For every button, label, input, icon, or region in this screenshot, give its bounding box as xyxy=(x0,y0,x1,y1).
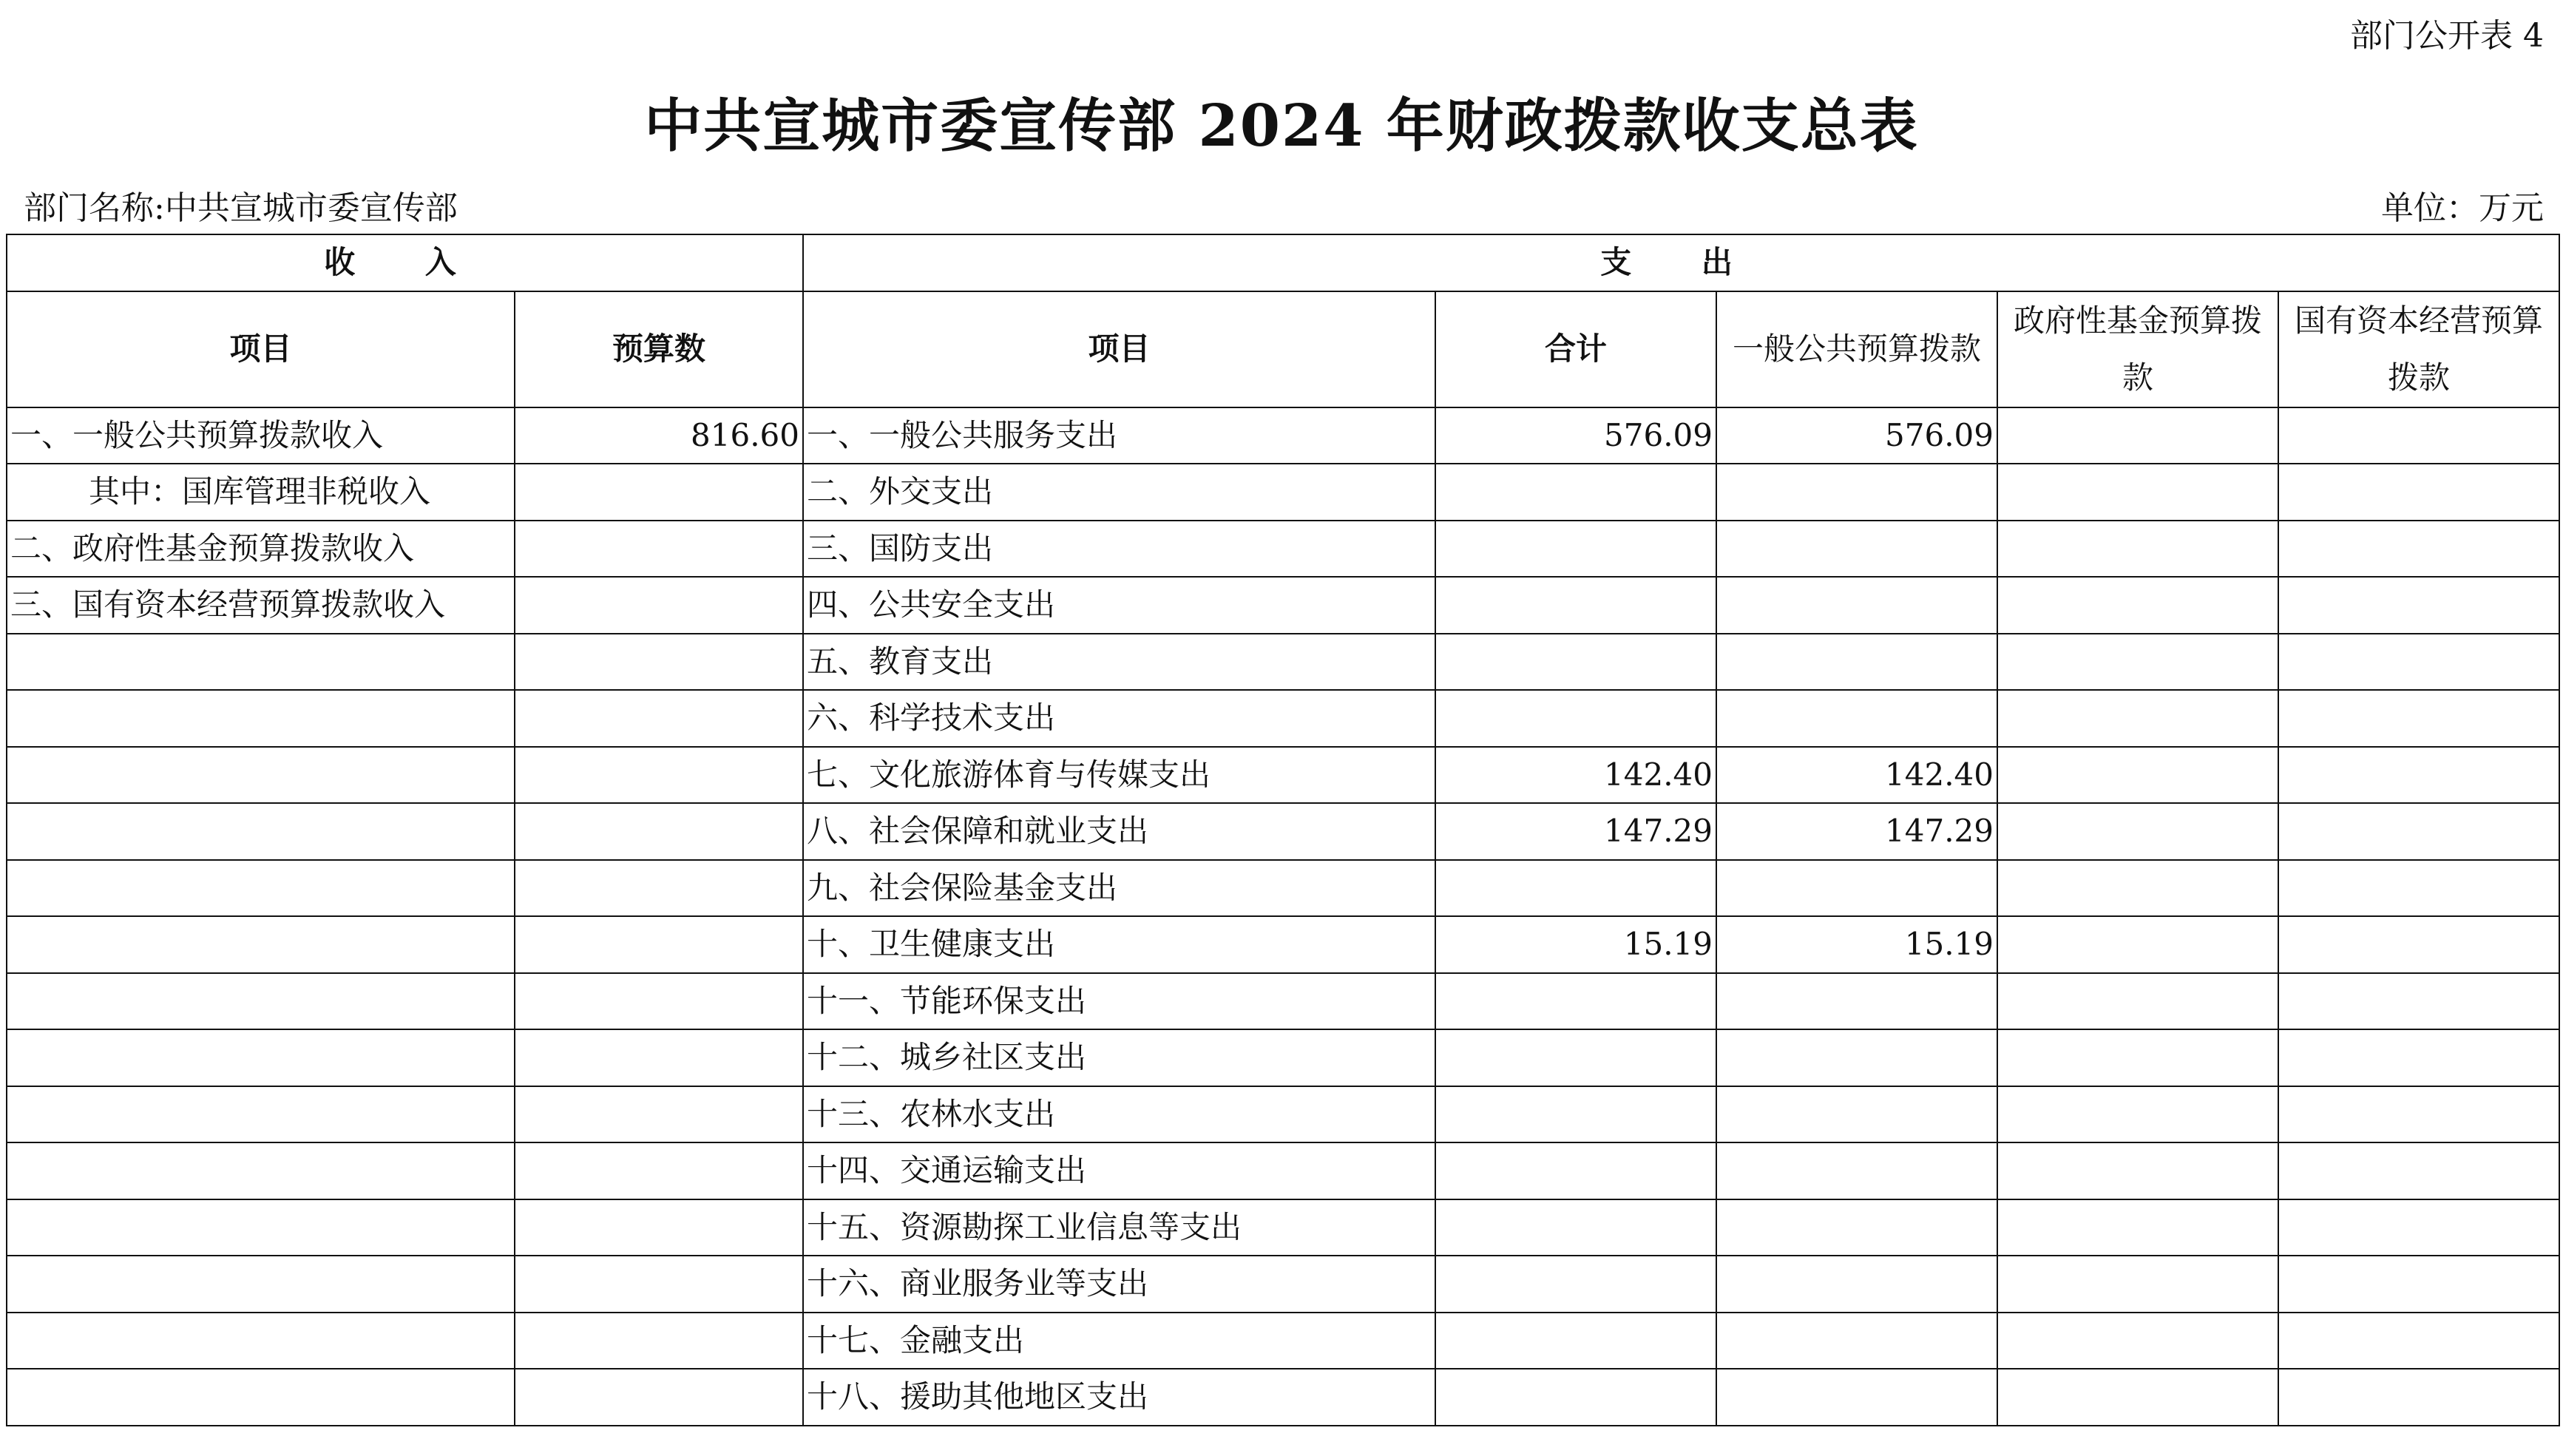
income-item-cell: 其中：国库管理非税收入 xyxy=(7,464,515,521)
gov-fund-cell xyxy=(1997,521,2278,578)
total-cell xyxy=(1435,690,1716,747)
income-item-cell xyxy=(7,1369,515,1426)
income-item-cell xyxy=(7,860,515,917)
form-number: 部门公开表 4 xyxy=(2350,17,2544,55)
income-budget-cell xyxy=(515,747,803,804)
expense-item-cell: 二、外交支出 xyxy=(803,464,1435,521)
table-row xyxy=(7,1086,2559,1143)
income-budget-cell: 816.60 xyxy=(515,407,803,464)
gov-fund-cell xyxy=(1997,464,2278,521)
col-general-budget: 一般公共预算拨款 xyxy=(1716,291,1997,407)
gov-fund-cell xyxy=(1997,577,2278,634)
expense-item-cell: 六、科学技术支出 xyxy=(803,690,1435,747)
income-item-cell xyxy=(7,1199,515,1256)
table-row xyxy=(7,803,2559,860)
general-budget-cell: 576.09 xyxy=(1716,407,1997,464)
total-cell xyxy=(1435,577,1716,634)
state-capital-cell xyxy=(2278,407,2559,464)
general-budget-cell xyxy=(1716,577,1997,634)
income-item-cell xyxy=(7,1029,515,1086)
income-budget-cell xyxy=(515,1029,803,1086)
total-cell xyxy=(1435,521,1716,578)
income-item-cell xyxy=(7,1086,515,1143)
expense-item-cell: 七、文化旅游体育与传媒支出 xyxy=(803,747,1435,804)
total-cell: 142.40 xyxy=(1435,747,1716,804)
gov-fund-cell xyxy=(1997,407,2278,464)
table-row xyxy=(7,464,2559,521)
budget-table xyxy=(6,234,2560,1426)
general-budget-cell xyxy=(1716,690,1997,747)
general-budget-cell xyxy=(1716,521,1997,578)
table-row xyxy=(7,1313,2559,1369)
income-item-cell xyxy=(7,973,515,1030)
table-row xyxy=(7,1142,2559,1199)
general-budget-cell xyxy=(1716,860,1997,917)
expense-item-cell: 十三、农林水支出 xyxy=(803,1086,1435,1143)
expense-item-cell: 十六、商业服务业等支出 xyxy=(803,1256,1435,1313)
gov-fund-cell xyxy=(1997,973,2278,1030)
expense-item-cell: 五、教育支出 xyxy=(803,634,1435,691)
total-cell xyxy=(1435,464,1716,521)
income-budget-cell xyxy=(515,690,803,747)
state-capital-cell xyxy=(2278,577,2559,634)
expense-item-cell: 十二、城乡社区支出 xyxy=(803,1029,1435,1086)
state-capital-cell xyxy=(2278,747,2559,804)
state-capital-cell xyxy=(2278,1199,2559,1256)
expense-item-cell: 十八、援助其他地区支出 xyxy=(803,1369,1435,1426)
total-cell xyxy=(1435,1142,1716,1199)
gov-fund-cell xyxy=(1997,1029,2278,1086)
table-row xyxy=(7,407,2559,464)
gov-fund-cell xyxy=(1997,634,2278,691)
expense-item-cell: 十一、节能环保支出 xyxy=(803,973,1435,1030)
gov-fund-cell xyxy=(1997,1142,2278,1199)
table-row xyxy=(7,1369,2559,1426)
general-budget-cell xyxy=(1716,634,1997,691)
general-budget-cell xyxy=(1716,1256,1997,1313)
general-budget-cell xyxy=(1716,1029,1997,1086)
state-capital-cell xyxy=(2278,973,2559,1030)
state-capital-cell xyxy=(2278,634,2559,691)
col-total: 合计 xyxy=(1435,291,1716,407)
expense-item-cell: 三、国防支出 xyxy=(803,521,1435,578)
col-income-budget: 预算数 xyxy=(515,291,803,407)
gov-fund-cell xyxy=(1997,1199,2278,1256)
table-row xyxy=(7,521,2559,578)
col-state-capital: 国有资本经营预算拨款 xyxy=(2278,291,2559,407)
general-budget-cell xyxy=(1716,1086,1997,1143)
state-capital-cell xyxy=(2278,521,2559,578)
expense-item-cell: 一、一般公共服务支出 xyxy=(803,407,1435,464)
gov-fund-cell xyxy=(1997,916,2278,973)
expense-item-cell: 十四、交通运输支出 xyxy=(803,1142,1435,1199)
income-item-cell xyxy=(7,916,515,973)
expense-item-cell: 九、社会保险基金支出 xyxy=(803,860,1435,917)
table-row xyxy=(7,634,2559,691)
gov-fund-cell xyxy=(1997,860,2278,917)
table-row xyxy=(7,973,2559,1030)
total-cell xyxy=(1435,1369,1716,1426)
table-row xyxy=(7,1256,2559,1313)
general-budget-cell: 147.29 xyxy=(1716,803,1997,860)
income-budget-cell xyxy=(515,1369,803,1426)
income-item-cell xyxy=(7,803,515,860)
expense-item-cell: 八、社会保障和就业支出 xyxy=(803,803,1435,860)
state-capital-cell xyxy=(2278,1256,2559,1313)
expense-item-cell: 十五、资源勘探工业信息等支出 xyxy=(803,1199,1435,1256)
total-cell xyxy=(1435,860,1716,917)
state-capital-cell xyxy=(2278,1086,2559,1143)
total-cell: 15.19 xyxy=(1435,916,1716,973)
income-item-cell xyxy=(7,1313,515,1369)
income-budget-cell xyxy=(515,1199,803,1256)
state-capital-cell xyxy=(2278,916,2559,973)
department-name: 部门名称:中共宣城市委宣传部 xyxy=(24,189,458,227)
section-header-row xyxy=(7,234,2559,291)
income-budget-cell xyxy=(515,577,803,634)
income-section-header: 收 入 xyxy=(7,234,803,291)
income-item-cell: 二、政府性基金预算拨款收入 xyxy=(7,521,515,578)
expense-item-cell: 十、卫生健康支出 xyxy=(803,916,1435,973)
col-expense-item: 项目 xyxy=(803,291,1435,407)
table-row xyxy=(7,1029,2559,1086)
budget-table-body xyxy=(7,407,2559,1426)
state-capital-cell xyxy=(2278,1142,2559,1199)
gov-fund-cell xyxy=(1997,1256,2278,1313)
state-capital-cell xyxy=(2278,860,2559,917)
col-gov-fund: 政府性基金预算拨款 xyxy=(1997,291,2278,407)
table-row xyxy=(7,916,2559,973)
unit-label: 单位：万元 xyxy=(2381,189,2544,227)
income-budget-cell xyxy=(515,860,803,917)
total-cell xyxy=(1435,973,1716,1030)
income-budget-cell xyxy=(515,521,803,578)
col-income-item: 项目 xyxy=(7,291,515,407)
income-item-cell xyxy=(7,634,515,691)
page-title: 中共宣城市委宣传部 2024 年财政拨款收支总表 xyxy=(644,92,1919,160)
expense-item-cell: 十七、金融支出 xyxy=(803,1313,1435,1369)
general-budget-cell: 15.19 xyxy=(1716,916,1997,973)
income-item-cell: 一、一般公共预算拨款收入 xyxy=(7,407,515,464)
general-budget-cell: 142.40 xyxy=(1716,747,1997,804)
income-budget-cell xyxy=(515,916,803,973)
income-budget-cell xyxy=(515,634,803,691)
income-item-cell xyxy=(7,747,515,804)
table-row xyxy=(7,1199,2559,1256)
total-cell xyxy=(1435,1086,1716,1143)
total-cell xyxy=(1435,1029,1716,1086)
expense-section-header: 支 出 xyxy=(803,234,2559,291)
general-budget-cell xyxy=(1716,973,1997,1030)
expense-item-cell: 四、公共安全支出 xyxy=(803,577,1435,634)
income-budget-cell xyxy=(515,1256,803,1313)
general-budget-cell xyxy=(1716,464,1997,521)
state-capital-cell xyxy=(2278,464,2559,521)
gov-fund-cell xyxy=(1997,1369,2278,1426)
income-budget-cell xyxy=(515,973,803,1030)
income-budget-cell xyxy=(515,464,803,521)
state-capital-cell xyxy=(2278,690,2559,747)
total-cell: 147.29 xyxy=(1435,803,1716,860)
gov-fund-cell xyxy=(1997,1313,2278,1369)
table-row xyxy=(7,747,2559,804)
income-item-cell xyxy=(7,1256,515,1313)
gov-fund-cell xyxy=(1997,747,2278,804)
table-row xyxy=(7,577,2559,634)
state-capital-cell xyxy=(2278,1369,2559,1426)
general-budget-cell xyxy=(1716,1199,1997,1256)
income-budget-cell xyxy=(515,1142,803,1199)
general-budget-cell xyxy=(1716,1142,1997,1199)
table-row xyxy=(7,690,2559,747)
total-cell: 576.09 xyxy=(1435,407,1716,464)
general-budget-cell xyxy=(1716,1313,1997,1369)
total-cell xyxy=(1435,634,1716,691)
total-cell xyxy=(1435,1199,1716,1256)
general-budget-cell xyxy=(1716,1369,1997,1426)
table-row xyxy=(7,860,2559,917)
income-item-cell xyxy=(7,690,515,747)
column-header-row xyxy=(7,291,2559,407)
income-budget-cell xyxy=(515,803,803,860)
gov-fund-cell xyxy=(1997,803,2278,860)
income-item-cell xyxy=(7,1142,515,1199)
gov-fund-cell xyxy=(1997,1086,2278,1143)
state-capital-cell xyxy=(2278,1313,2559,1369)
income-item-cell: 三、国有资本经营预算拨款收入 xyxy=(7,577,515,634)
state-capital-cell xyxy=(2278,803,2559,860)
state-capital-cell xyxy=(2278,1029,2559,1086)
income-budget-cell xyxy=(515,1086,803,1143)
income-budget-cell xyxy=(515,1313,803,1369)
total-cell xyxy=(1435,1313,1716,1369)
total-cell xyxy=(1435,1256,1716,1313)
gov-fund-cell xyxy=(1997,690,2278,747)
